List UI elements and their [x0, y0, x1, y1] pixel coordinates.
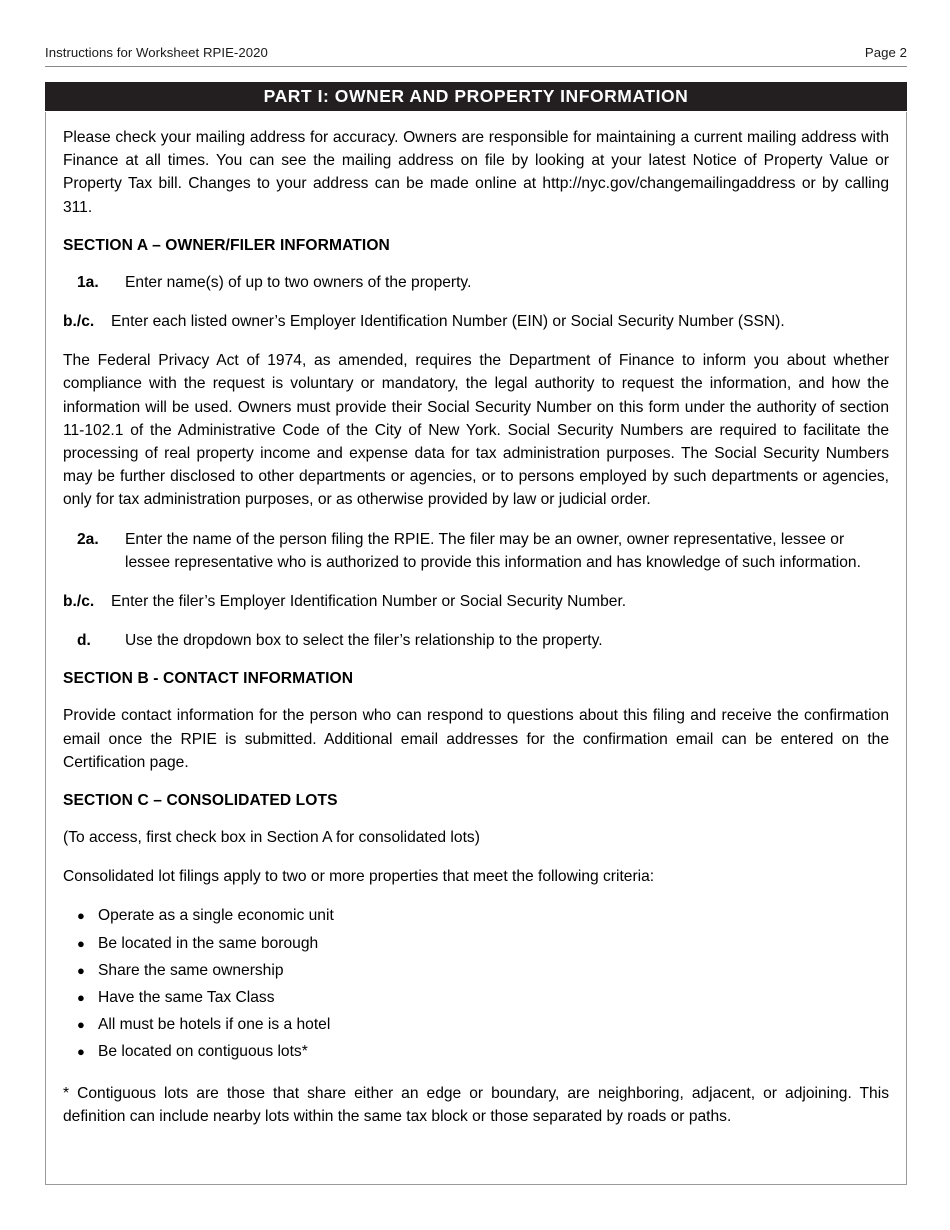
list-item-label: Be located on contiguous lots*	[98, 1043, 308, 1061]
consolidated-lot-criteria-list	[63, 902, 889, 1065]
item-2d-tag: d.	[77, 632, 91, 650]
item-2bc-text: Enter the filer’s Employer Identification Number or Social Security Number.	[111, 593, 627, 611]
content-box	[45, 112, 907, 1185]
list-item	[63, 1038, 889, 1065]
list-item-label: Have the same Tax Class	[98, 989, 275, 1007]
section-c-heading: SECTION C – CONSOLIDATED LOTS	[63, 792, 338, 810]
section-c-access-note: (To access, first check box in Section A for consolidated lots)	[63, 829, 480, 847]
mailing-address-paragraph: Please check your mailing address for accuracy. Owners are responsible for maintaining a current mailing address with Finance at all times. You can see the mailing address on file by looking at your latest Notice of Property Value or Property Tax bill. Changes to your address can be made online at http://nyc.gov/changemailingaddress or by calling 311.	[63, 129, 889, 216]
bullet-icon: ●	[77, 908, 85, 924]
item-2d-text: Use the dropdown box to select the filer’s relationship to the property.	[125, 632, 603, 650]
running-header	[45, 44, 907, 67]
list-item	[63, 957, 889, 984]
item-2a-text: Enter the name of the person filing the RPIE. The filer may be an owner, owner representative, lessee or lessee representative who is authorized to provide this information and has knowledge of such information.	[125, 530, 861, 571]
item-2a-tag: 2a.	[77, 530, 99, 548]
list-item	[63, 984, 889, 1011]
item-2bc-tag: b./c.	[63, 593, 95, 611]
section-b-heading: SECTION B - CONTACT INFORMATION	[63, 670, 354, 688]
item-1a-tag: 1a.	[77, 273, 99, 291]
list-item	[63, 902, 889, 929]
contiguous-lots-footnote: * Contiguous lots are those that share either an edge or boundary, are neighboring, adjacent, or adjoining. This definition can include nearby lots within the same tax block or those separated by roads or paths.	[63, 1084, 889, 1125]
list-item	[63, 930, 889, 957]
section-a-heading: SECTION A – OWNER/FILER INFORMATION	[63, 236, 390, 254]
item-1bc	[63, 310, 889, 333]
bullet-icon: ●	[77, 1044, 85, 1060]
header-document-title: Instructions for Worksheet RPIE-2020	[45, 45, 268, 60]
bullet-icon: ●	[77, 990, 85, 1006]
item-1a	[63, 271, 889, 294]
item-2bc	[63, 590, 889, 613]
list-item-label: Share the same ownership	[98, 961, 284, 979]
item-1a-text: Enter name(s) of up to two owners of the property.	[125, 273, 472, 291]
list-item-label: Be located in the same borough	[98, 934, 319, 952]
item-1bc-tag: b./c.	[63, 313, 95, 331]
federal-privacy-act-paragraph: The Federal Privacy Act of 1974, as amended, requires the Department of Finance to inform you about whether compliance with the request is voluntary or mandatory, the legal authority to request the information, and how the information will be used. Owners must provide their Social Security Number on this form under the authority of section 11-102.1 of the Administrative Code of the City of New York. Social Security Numbers are required to facilitate the processing of real property income and expense data for tax administration purposes. The Social Security Numbers may be further disclosed to other departments or agencies, or to persons employed by such departments or agencies, only for tax administration purposes, or as otherwise provided by law or judicial order.	[63, 352, 889, 509]
header-page-number: Page 2	[864, 45, 907, 60]
item-2a	[63, 528, 889, 574]
section-c-intro: Consolidated lot filings apply to two or more properties that meet the following criteria:	[63, 868, 655, 886]
item-2d	[63, 629, 889, 652]
content-inner	[46, 112, 906, 1128]
part-banner	[45, 82, 907, 111]
list-item-label: Operate as a single economic unit	[98, 907, 334, 925]
section-b-paragraph: Provide contact information for the person who can respond to questions about this filing and receive the confirmation email once the RPIE is submitted. Additional email addresses for the confirmation email can be entered on the Certification page.	[63, 707, 889, 771]
bullet-icon: ●	[77, 1017, 85, 1033]
list-item-label: All must be hotels if one is a hotel	[98, 1016, 331, 1034]
list-item	[63, 1011, 889, 1038]
item-1bc-text: Enter each listed owner’s Employer Identification Number (EIN) or Social Security Number (SSN).	[111, 313, 785, 331]
bullet-icon: ●	[77, 935, 85, 951]
part-banner-title: PART I: OWNER AND PROPERTY INFORMATION	[263, 86, 689, 106]
bullet-icon: ●	[77, 962, 85, 978]
